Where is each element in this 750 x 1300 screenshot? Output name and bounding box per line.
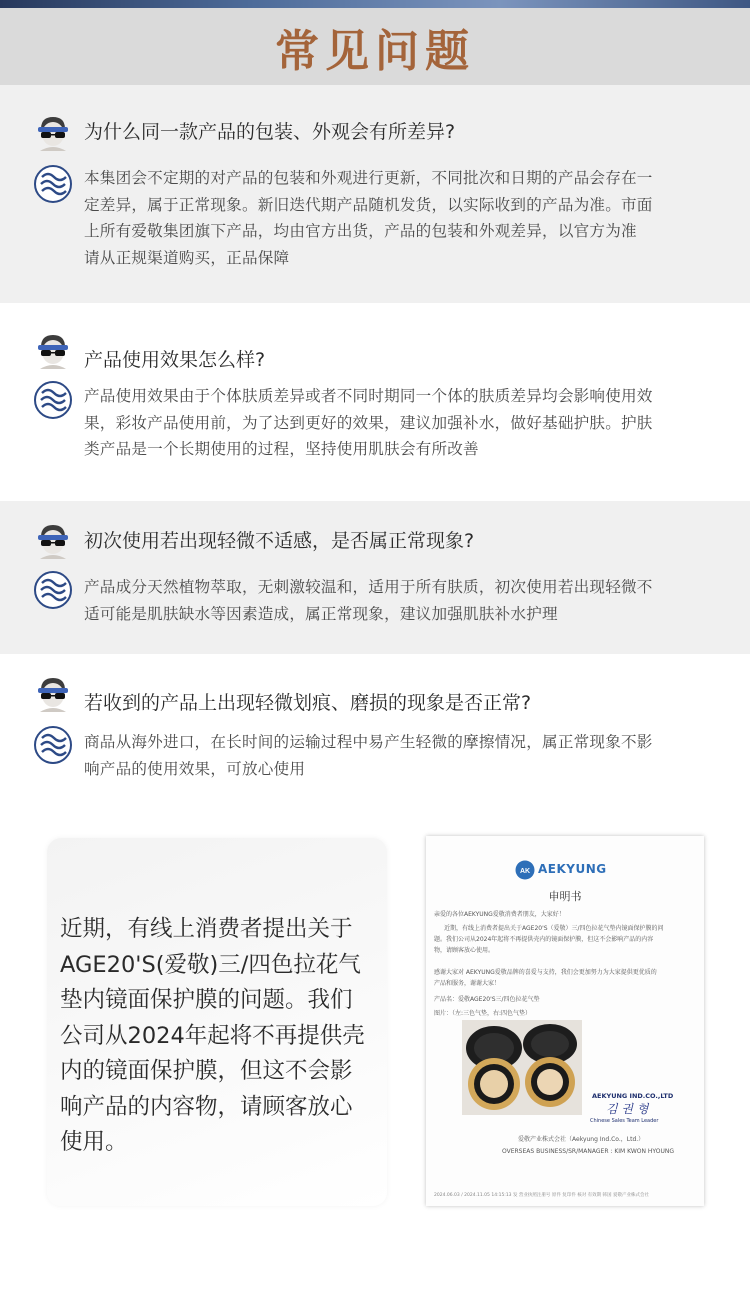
customer-avatar-icon: [34, 521, 72, 559]
brand-seal-icon: [34, 571, 72, 609]
answer-line: 适可能是肌肤缺水等因素造成，属正常现象，建议加强肌肤补水护理: [84, 604, 558, 623]
answer-line: 定差异，属于正常现象。新旧迭代期产品随机发货，以实际收到的产品为准。市面: [84, 195, 653, 214]
brand-seal-icon: [34, 165, 72, 203]
manager-line: OVERSEAS BUSINESS/SR/MANAGER : KIM KWON HYOUNG: [502, 1148, 674, 1155]
product-line: 产品名：爱敬AGE20'S三/四色拉花气垫: [434, 996, 540, 1003]
customer-avatar-icon: [34, 113, 72, 151]
answer-line: 果，彩妆产品使用前，为了达到更好的效果，建议加强补水，做好基础护肤。护肤: [84, 413, 653, 432]
answer-line: 产品成分天然植物萃取，无刺激较温和，适用于所有肤质，初次使用若出现轻微不: [84, 578, 653, 596]
answer-line: 类产品是一个长期使用的过程，坚持使用肌肤会有所改善: [84, 440, 479, 458]
notice-line: 使用。: [60, 1129, 128, 1155]
page-header: [0, 8, 750, 85]
faq-answer: [84, 574, 724, 627]
document-footer: 2024.06.03 / 2024.11.05 14:15:13 发 营业执照注册号 原件 复印件 核对 有效期 韩国 爱敬产业株式会社: [434, 1193, 649, 1198]
notice-line: 垫内镜面保护膜的问题。我们: [60, 987, 353, 1013]
brand-seal-icon: [34, 726, 72, 764]
signature: 김 권 형: [606, 1102, 649, 1116]
aekyung-logo-icon: [515, 860, 535, 880]
company-cn: 爱敬产业株式会社（Aekyung Ind.Co.，Ltd.）: [518, 1136, 645, 1143]
logo-text: AK: [519, 868, 531, 875]
faq-question: 为什么同一款产品的包装、外观会有所差异?: [84, 121, 456, 143]
declaration-document: [426, 836, 704, 1206]
notice-text: [60, 912, 378, 1161]
faq-answer: [84, 383, 724, 463]
faq-section-1: [0, 85, 750, 303]
notice-line: 响产品的内容物，请顾客放心: [60, 1093, 353, 1120]
cushion-compacts-photo: [462, 1020, 582, 1115]
answer-line: 产品使用效果由于个体肤质差异或者不同时期同一个体的肤质差异均会影响使用效: [84, 387, 653, 405]
faq-answer: [84, 729, 724, 782]
faq-answer: [84, 165, 724, 271]
document-greeting: 亲爱的各位AEKYUNG爱敬消费者朋友，大家好！: [434, 911, 565, 918]
customer-avatar-icon: [34, 331, 72, 369]
image-caption: 图片：（左:三色气垫，右:四色气垫）: [434, 1010, 532, 1017]
answer-line: 请从正规渠道购买，正品保障: [84, 248, 290, 267]
answer-line: 本集团会不定期的对产品的包装和外观进行更新，不同批次和日期的产品会存在一: [84, 169, 653, 187]
answer-line: 响产品的使用效果，可放心使用: [84, 759, 306, 778]
faq-question: 若收到的产品上出现轻微划痕、磨损的现象是否正常?: [84, 692, 532, 714]
company-stamp: AEKYUNG IND.CO.,LTD: [592, 1092, 674, 1100]
top-decor-strip: [0, 0, 750, 8]
faq-section-2: [0, 303, 750, 501]
faq-question: 产品使用效果怎么样?: [84, 349, 266, 371]
document-title: 申明书: [548, 890, 582, 903]
customer-avatar-icon: [34, 674, 72, 712]
page-title: 常见问题: [275, 25, 475, 77]
notice-line: AGE20'S(爱敬)三/四色拉花气: [60, 951, 361, 978]
notice-line: 近期，有线上消费者提出关于: [60, 916, 353, 942]
brand-seal-icon: [34, 381, 72, 419]
faq-section-4: [0, 654, 750, 804]
faq-section-3: [0, 501, 750, 654]
answer-line: 商品从海外进口，在长时间的运输过程中易产生轻微的摩擦情况，属正常现象不影: [84, 733, 653, 751]
brand-name: AEKYUNG: [538, 862, 607, 876]
notice-line: 内的镜面保护膜，但这不会影: [60, 1058, 353, 1084]
document-body: 近期，有线上消费者提出关于AGE20'S（爱敬）三/四色拉花气垫内镜面保护膜的问 题。我们公司从2024年起将不再提供壳内的镜面保护膜，但这不会影响产品的内容 物，请顾客放心使用。 感谢大家对 AEKYUNG爱敬品牌的喜爱与支持，我们会更加努力为大家提供更优质的 产品和服务，谢谢大家！: [434, 925, 664, 987]
notice-line: 公司从2024年起将不再提供壳: [60, 1022, 365, 1049]
stamp-subtitle: Chinese Sales Team Leader: [590, 1118, 659, 1124]
faq-question: 初次使用若出现轻微不适感，是否属正常现象?: [84, 530, 475, 552]
answer-line: 上所有爱敬集团旗下产品，均由官方出货，产品的包装和外观差异，以官方为准: [84, 222, 637, 240]
